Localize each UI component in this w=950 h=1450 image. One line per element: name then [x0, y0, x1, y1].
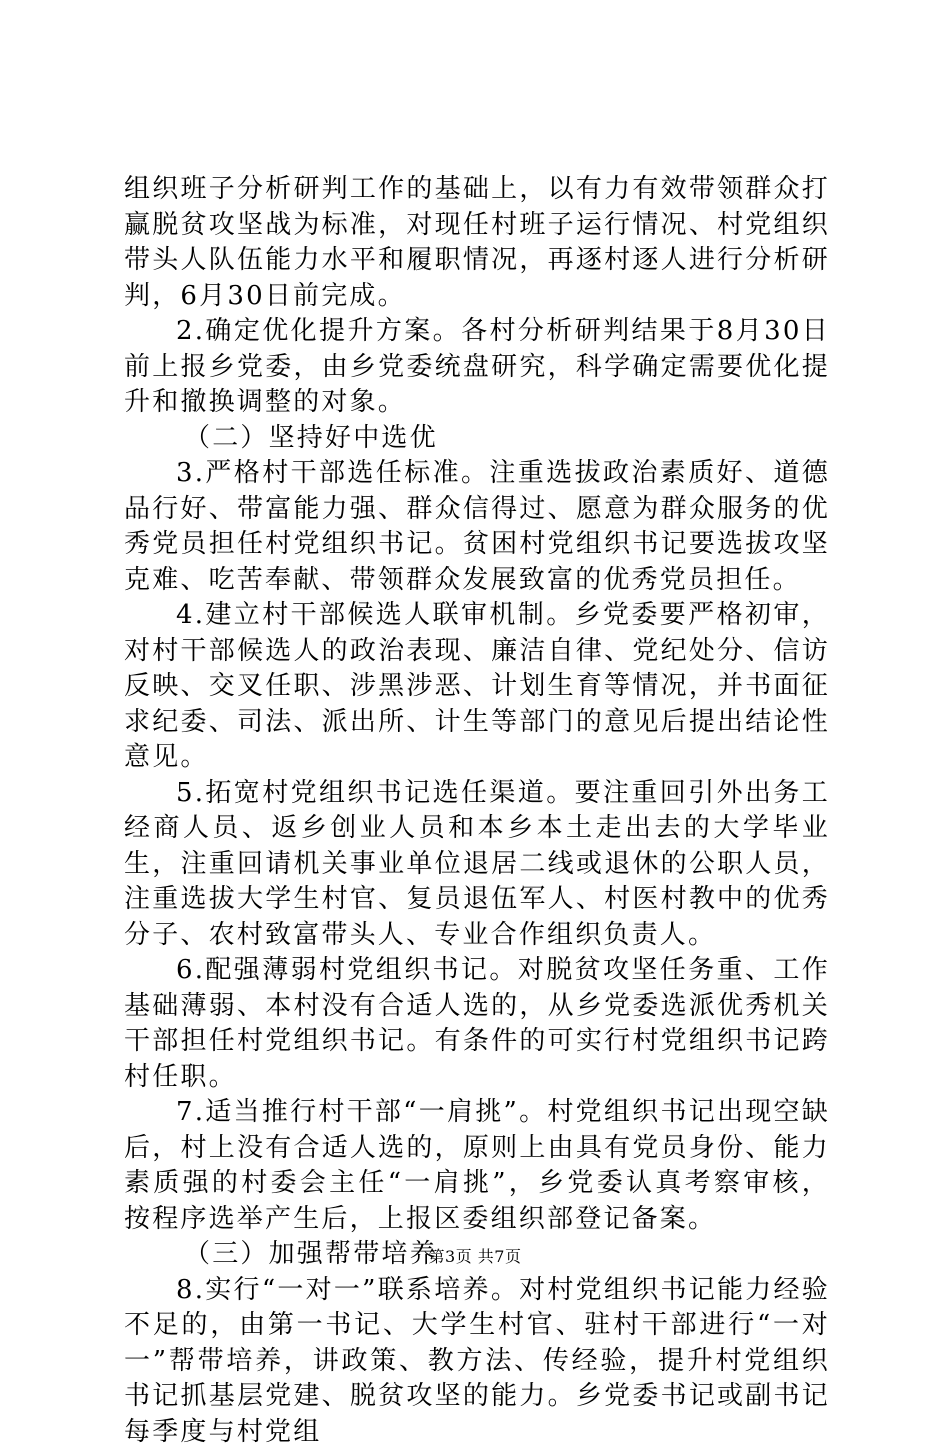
paragraph-item-6: 6.配强薄弱村党组织书记。对脱贫攻坚任务重、工作基础薄弱、本村没有合适人选的，从乡党委选派优秀机关干部担任村党组织书记。有条件的可实行村党组织书记跨村任职。	[124, 953, 830, 1095]
page-number-footer: 第3页 共7页	[0, 1244, 950, 1267]
paragraph-continuation: 组织班子分析研判工作的基础上，以有力有效带领群众打赢脱贫攻坚战为标准，对现任村班子运行情况、村党组织带头人队伍能力水平和履职情况，再逐村逐人进行分析研判，6月30日前完成。	[124, 172, 830, 314]
paragraph-item-2: 2.确定优化提升方案。各村分析研判结果于8月30日前上报乡党委，由乡党委统盘研究，科学确定需要优化提升和撤换调整的对象。	[124, 314, 830, 421]
section-heading-2: （二）坚持好中选优	[124, 421, 830, 457]
paragraph-item-8: 8.实行“一对一”联系培养。对村党组织书记能力经验不足的，由第一书记、大学生村官、驻村干部进行“一对一”帮带培养，讲政策、教方法、传经验，提升村党组织书记抓基层党建、脱贫攻坚的能力。乡党委书记或副书记每季度与村党组	[124, 1273, 830, 1450]
paragraph-item-7: 7.适当推行村干部“一肩挑”。村党组织书记出现空缺后，村上没有合适人选的，原则上由具有党员身份、能力素质强的村委会主任“一肩挑”，乡党委认真考察审核，按程序选举产生后，上报区委组织部登记备案。	[124, 1095, 830, 1237]
paragraph-item-3: 3.严格村干部选任标准。注重选拔政治素质好、道德品行好、带富能力强、群众信得过、愿意为群众服务的优秀党员担任村党组织书记。贫困村党组织书记要选拔攻坚克难、吃苦奉献、带领群众发展致富的优秀党员担任。	[124, 456, 830, 598]
paragraph-item-5: 5.拓宽村党组织书记选任渠道。要注重回引外出务工经商人员、返乡创业人员和本乡本土走出去的大学毕业生，注重回请机关事业单位退居二线或退休的公职人员，注重选拔大学生村官、复员退伍军人、村医村教中的优秀分子、农村致富带头人、专业合作组织负责人。	[124, 776, 830, 954]
paragraph-item-4: 4.建立村干部候选人联审机制。乡党委要严格初审，对村干部候选人的政治表现、廉洁自律、党纪处分、信访反映、交叉任职、涉黑涉恶、计划生育等情况，并书面征求纪委、司法、派出所、计生等部门的意见后提出结论性意见。	[124, 598, 830, 776]
section-heading-3: （三）加强帮带培养	[124, 1237, 830, 1273]
